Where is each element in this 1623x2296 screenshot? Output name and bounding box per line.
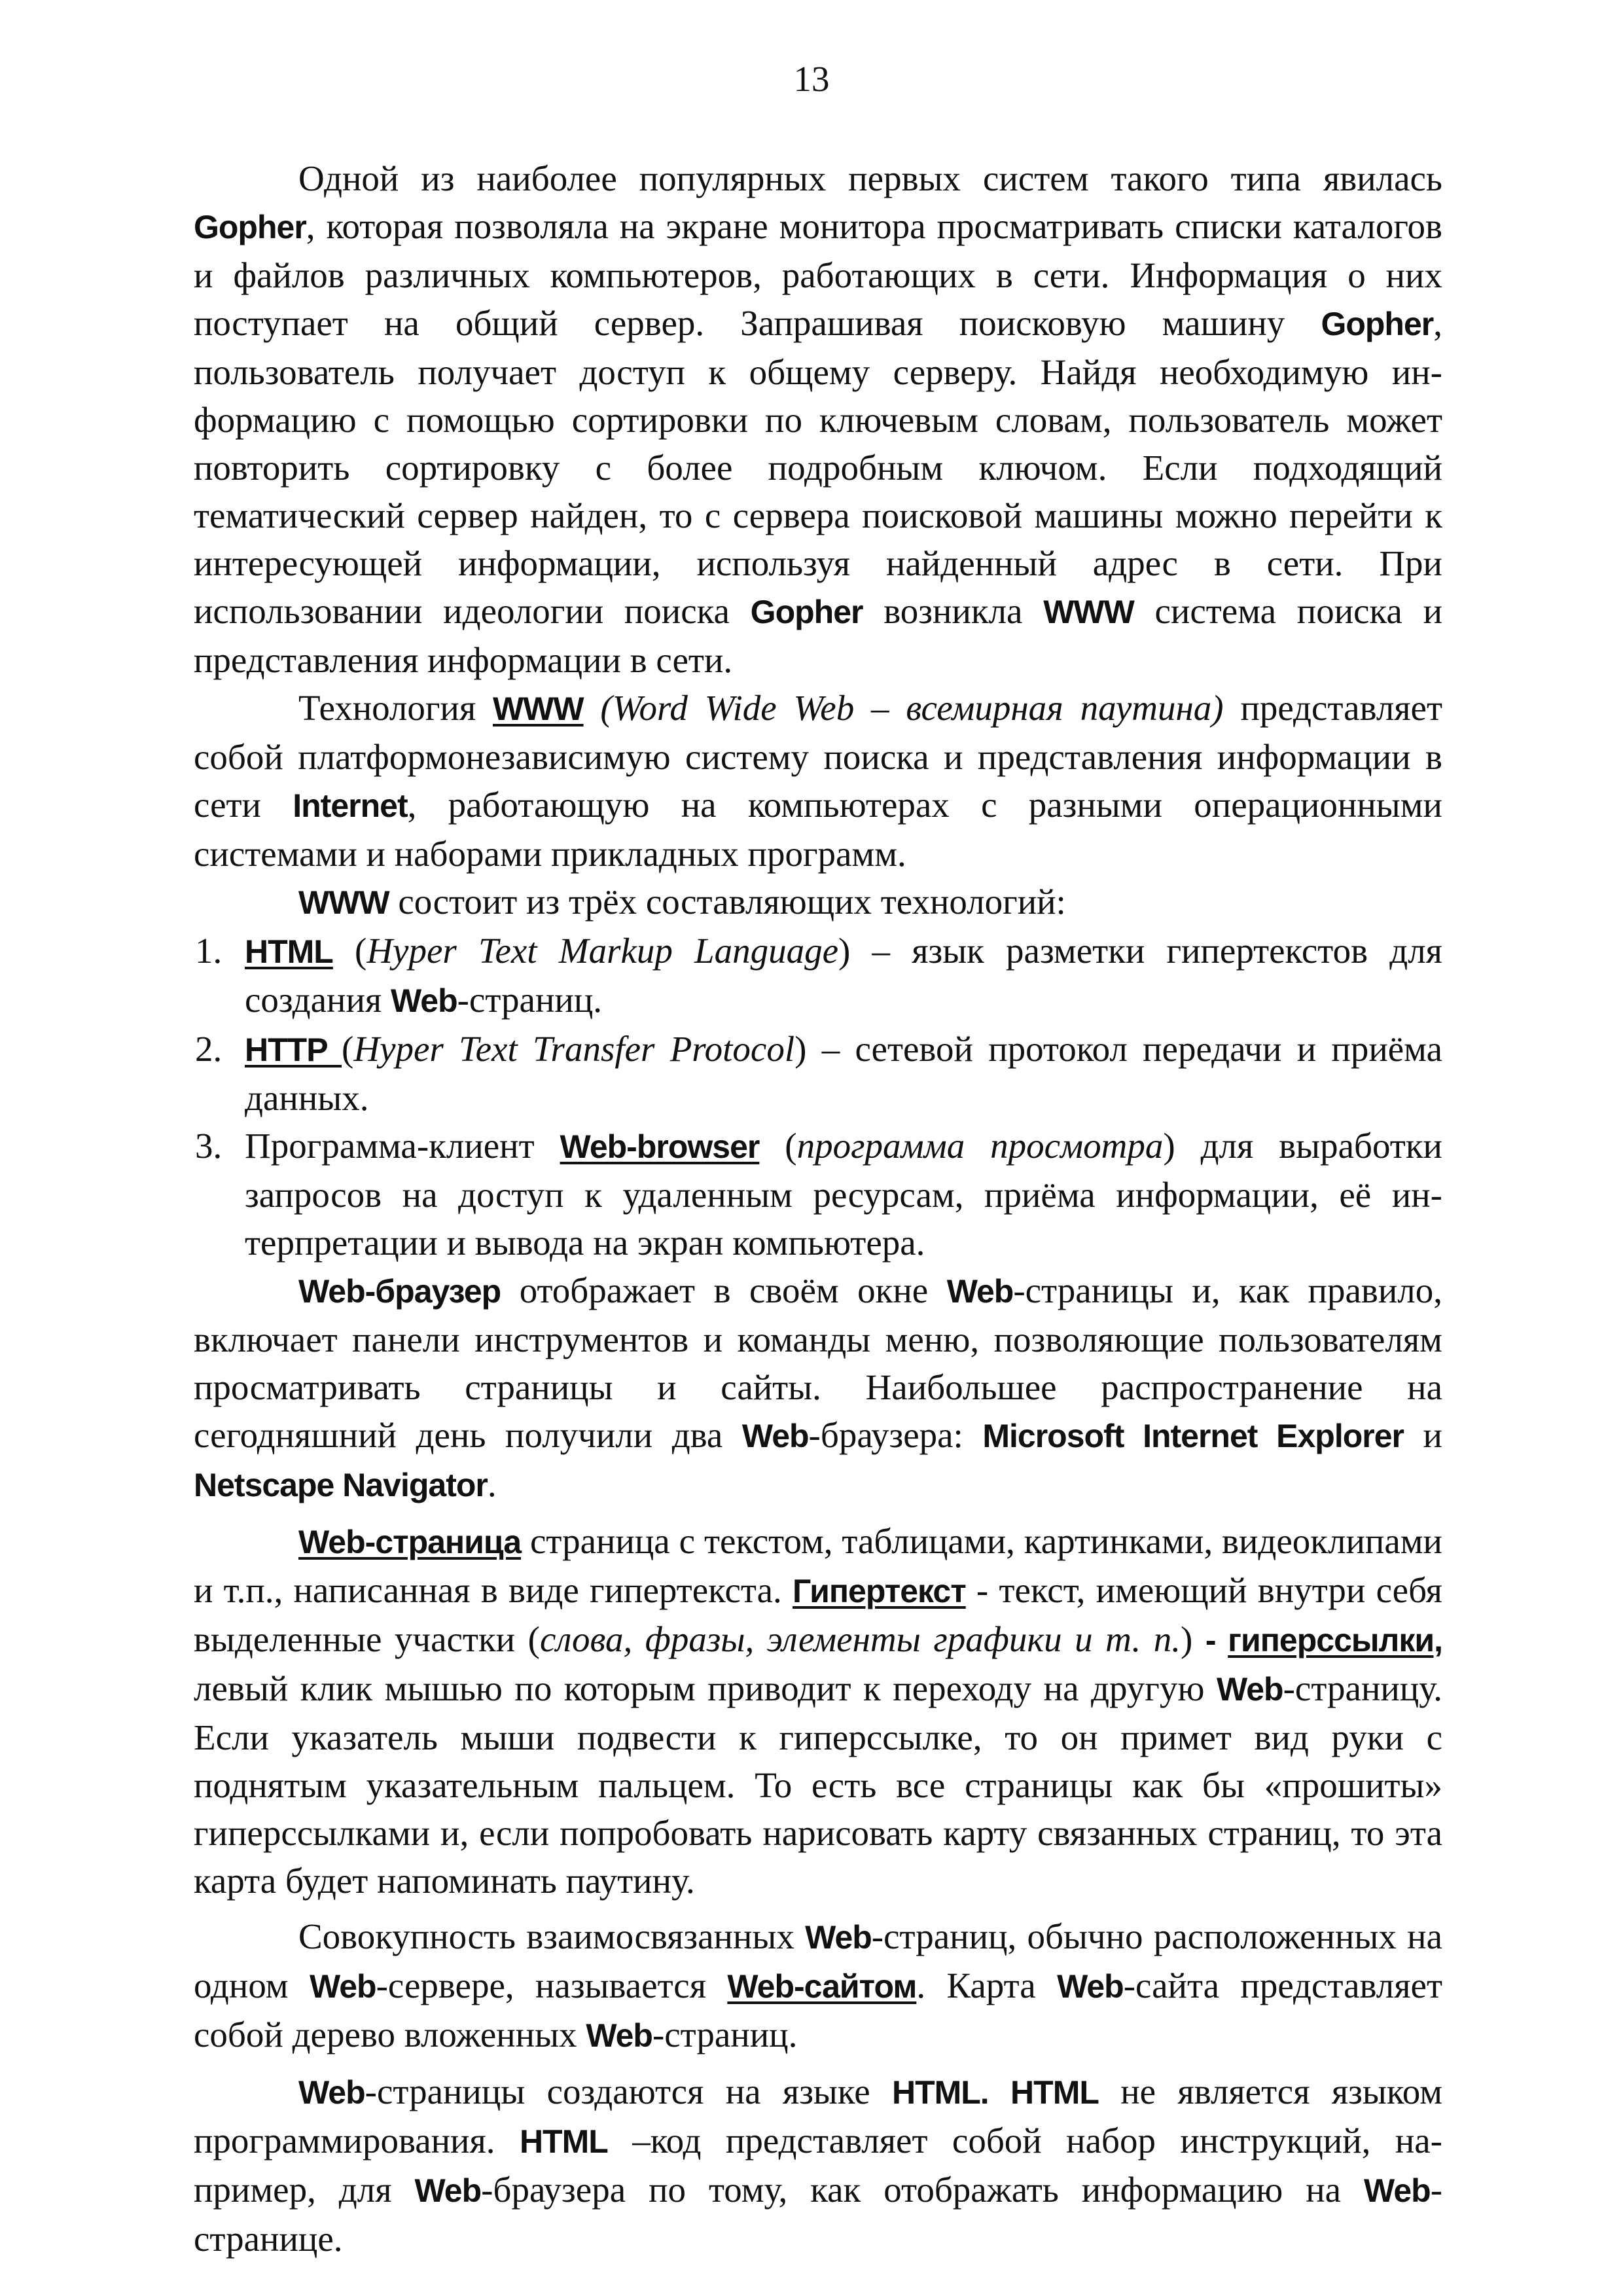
- text-run: -сервере, называется: [376, 1965, 728, 2005]
- text-run: страница с текстом, таблицами, картинками, видеоклипами и т.п., написанная в виде гипертекста.: [194, 1521, 1442, 1610]
- italic-expansion: программа просмотра: [796, 1126, 1164, 1166]
- list-item: [194, 927, 1442, 1025]
- term-web-browser-ru: Web-браузер: [298, 1273, 501, 1310]
- term-web: Web: [946, 1273, 1014, 1310]
- text-run: -страниц, обычно расположенных на одном: [194, 1916, 1442, 2005]
- text-run: , которая позволяла на экране монитора просматривать списки каталогов и файлов различных компьютеров, работающих в сети. Информация о них поступает на общий сервер. Запрашивая поисковую машину: [194, 206, 1442, 343]
- term-web: Web: [390, 982, 457, 1019]
- list-item: [194, 1122, 1442, 1266]
- text-run: ) – язык разметки гипертекстов для создания: [245, 931, 1442, 1020]
- term-web: Web: [298, 2074, 365, 2111]
- term-web: Web: [586, 2017, 652, 2054]
- text-run: не является языком программирования.: [194, 2072, 1443, 2161]
- term-hypertext: Гипертекст: [793, 1573, 966, 1609]
- text-run: ) – сетевой протокол передачи и приёма данных.: [245, 1029, 1443, 1118]
- term-gopher: Gopher: [1321, 306, 1434, 342]
- text-run: (: [759, 1126, 797, 1166]
- text-run: Технология: [298, 688, 493, 728]
- text-run: представляет собой платформонезависимую систему поиска и представления информации в сети: [194, 688, 1443, 825]
- term-web-browser: Web-browser: [560, 1128, 760, 1165]
- text-run: [989, 2072, 1010, 2111]
- term-hyperlinks: гиперссылки,: [1228, 1622, 1443, 1659]
- list-item: [194, 1025, 1442, 1122]
- text-run: - текст, имеющий внутри себя выделенные участки (: [194, 1570, 1442, 1659]
- text-run: отображает в своём окне: [501, 1270, 947, 1310]
- text-run: -страницы создаются на языке: [365, 2072, 892, 2111]
- components-list: [194, 927, 1442, 1266]
- text-run: Программа-клиент: [245, 1126, 560, 1166]
- paragraph-html: [194, 2068, 1442, 2263]
- term-www-underlined: WWW: [492, 691, 584, 727]
- text-run: [584, 688, 601, 728]
- text-run: -странице.: [194, 2170, 1443, 2259]
- text-run: -страницы и, как правило, включает панели инструментов и команды меню, позволяющие пользователям просматривать страницы и сайты. Наибольшее распространение на сегодняшний день получили два: [194, 1270, 1442, 1455]
- term-www: WWW: [298, 884, 389, 921]
- paragraph-www-components: [194, 878, 1442, 927]
- text-run: Одной из наиболее популярных первых систем такого типа явилась: [298, 158, 1442, 198]
- list-number: 1.: [195, 931, 223, 971]
- text-run: и: [1403, 1415, 1442, 1455]
- term-web: Web: [805, 1919, 872, 1956]
- text-run: .: [487, 1464, 497, 1504]
- text-run: Совокупность взаимосвязанных: [298, 1916, 806, 1956]
- term-netscape-navigator: Netscape Navigator: [194, 1467, 488, 1503]
- text-run: –код представляет собой набор инструкций, например, для: [194, 2121, 1442, 2210]
- term-html: HTML: [245, 933, 333, 970]
- text-run: (: [342, 1029, 354, 1069]
- paragraph-web-site: [194, 1912, 1442, 2060]
- term-web-site: Web-сайтом: [727, 1968, 917, 2005]
- term-http: HTTP: [245, 1031, 342, 1068]
- term-web: Web: [1216, 1671, 1283, 1708]
- term-web: Web: [1057, 1968, 1124, 2005]
- term-html: HTML.: [891, 2074, 989, 2111]
- text-run: левый клик мышью по которым приводит к переходу на другую: [194, 1668, 1217, 1708]
- text-run: ): [1181, 1619, 1205, 1659]
- list-number: 2.: [195, 1029, 223, 1069]
- page-number: 13: [793, 59, 830, 99]
- term-html: HTML: [1010, 2074, 1099, 2111]
- term-gopher: Gopher: [750, 594, 863, 630]
- term-gopher: Gopher: [194, 209, 306, 245]
- paragraph-gopher: [194, 154, 1442, 684]
- text-run: , работающую на компьютерах с разными операционными системами и наборами прикладных программ.: [194, 785, 1442, 874]
- term-web: Web: [1364, 2172, 1431, 2209]
- italic-expansion: Hyper Text Markup Language: [366, 931, 839, 971]
- term-html: HTML: [519, 2123, 608, 2160]
- text-run: (: [332, 931, 367, 971]
- term-web-page: Web-страница: [298, 1524, 522, 1560]
- italic-expansion: Hyper Text Transfer Protocol: [353, 1029, 795, 1069]
- text-body: [194, 154, 1442, 2263]
- text-run: , пользователь получает доступ к общему серверу. Найдя необходимую информацию с помощью сортировки по ключевым словам, пользователь может повторить сортировку с более подробным ключом. Если подходящий тематический сервер найден, то с сервера поисковой машины можно перейти к интересующей информации, используя найденный адрес в сети. При использовании идеологии поиска: [194, 303, 1442, 631]
- text-run: система поиска и представления информации в сети.: [194, 591, 1442, 680]
- term-web: Web: [309, 1968, 376, 2005]
- term-www: WWW: [1043, 594, 1134, 630]
- text-run: ) для выработки запросов на доступ к удаленным ресурсам, приёма информации, её интерпретации и вывода на экран компьютера.: [245, 1126, 1442, 1263]
- text-run: -браузера по тому, как отображать информацию на: [481, 2170, 1364, 2210]
- text-run: -страниц.: [652, 2015, 798, 2054]
- text-run: -сайта представляет собой дерево вложенных: [194, 1965, 1442, 2054]
- term-web: Web: [414, 2172, 482, 2209]
- italic-examples: слова, фразы, элементы графики и т. п.: [539, 1619, 1181, 1659]
- term-internet: Internet: [293, 787, 408, 824]
- text-run: -страницу. Если указатель мыши подвести к гиперссылке, то он примет вид руки с поднятым указательным пальцем. То есть все страницы как бы «прошиты» гиперссылками и, если попробовать нарисовать карту связанных страниц, то эта карта будет напоминать паутину.: [194, 1668, 1442, 1901]
- text-run: -: [1205, 1622, 1228, 1659]
- term-internet-explorer: Microsoft Internet Explorer: [982, 1418, 1404, 1454]
- text-run: возникла: [863, 591, 1044, 631]
- paragraph-www-technology: [194, 684, 1442, 878]
- text-run: -браузера:: [808, 1415, 983, 1455]
- term-web: Web: [741, 1418, 809, 1454]
- italic-expansion: (Word Wide Web – всемирная паутина): [600, 688, 1224, 728]
- paragraph-web-browser: [194, 1266, 1442, 1509]
- text-run: состоит из трёх составляющих технологий:: [389, 882, 1066, 922]
- text-run: -страниц.: [457, 980, 603, 1020]
- text-run: . Карта: [916, 1965, 1058, 2005]
- paragraph-web-page: [194, 1517, 1442, 1905]
- list-number: 3.: [195, 1126, 223, 1166]
